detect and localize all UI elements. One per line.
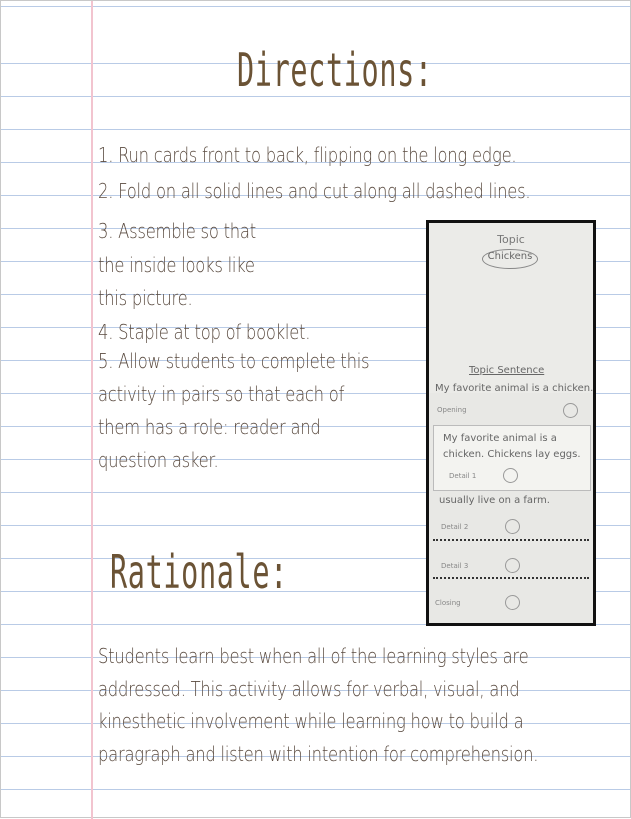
direction-line: the inside looks like	[98, 253, 255, 277]
photo-circle-icon	[505, 519, 520, 534]
photo-closing-label: Closing	[435, 599, 461, 607]
photo-detail3-label: Detail 3	[441, 562, 469, 570]
photo-circle-icon	[505, 558, 520, 573]
photo-circle-icon	[563, 403, 578, 418]
photo-topic-sentence-label: Topic Sentence	[469, 365, 545, 376]
direction-line: 1. Run cards front to back, flipping on the long edge.	[98, 143, 517, 167]
booklet-photo	[426, 220, 596, 626]
photo-detail1-label: Detail 1	[449, 472, 477, 480]
photo-cut-line	[433, 577, 589, 579]
photo-topic-sentence-text: My favorite animal is a chicken.	[435, 383, 594, 394]
rationale-line: kinesthetic involvement while learning how to build a	[98, 709, 524, 733]
rationale-line: paragraph and listen with intention for comprehension.	[98, 742, 539, 766]
photo-circle-icon	[503, 468, 518, 483]
photo-cut-line	[433, 539, 589, 541]
photo-detail1-line1: My favorite animal is a	[443, 433, 557, 444]
directions-heading: Directions:	[237, 43, 433, 97]
photo-detail2-label: Detail 2	[441, 523, 469, 531]
direction-line: 2. Fold on all solid lines and cut along all dashed lines.	[98, 179, 531, 203]
direction-line: activity in pairs so that each of	[98, 382, 345, 406]
margin-line	[91, 1, 93, 819]
photo-topic-value: Chickens	[487, 251, 533, 262]
photo-detail1-line2: chicken. Chickens lay eggs.	[443, 449, 581, 460]
direction-line: 3. Assemble so that	[98, 219, 256, 243]
direction-line: 4. Staple at top of booklet.	[98, 320, 311, 344]
direction-line: 5. Allow students to complete this	[98, 349, 370, 373]
photo-topic-label: Topic	[497, 233, 525, 246]
photo-opening-label: Opening	[437, 406, 467, 414]
rationale-heading: Rationale:	[110, 545, 288, 599]
photo-detail2-text: usually live on a farm.	[439, 495, 550, 506]
photo-circle-icon	[505, 595, 520, 610]
direction-line: this picture.	[98, 286, 193, 310]
direction-line: them has a role: reader and	[98, 415, 321, 439]
rationale-line: addressed. This activity allows for verbal, visual, and	[98, 677, 520, 701]
direction-line: question asker.	[98, 448, 219, 472]
rationale-line: Students learn best when all of the learning styles are	[98, 644, 529, 668]
